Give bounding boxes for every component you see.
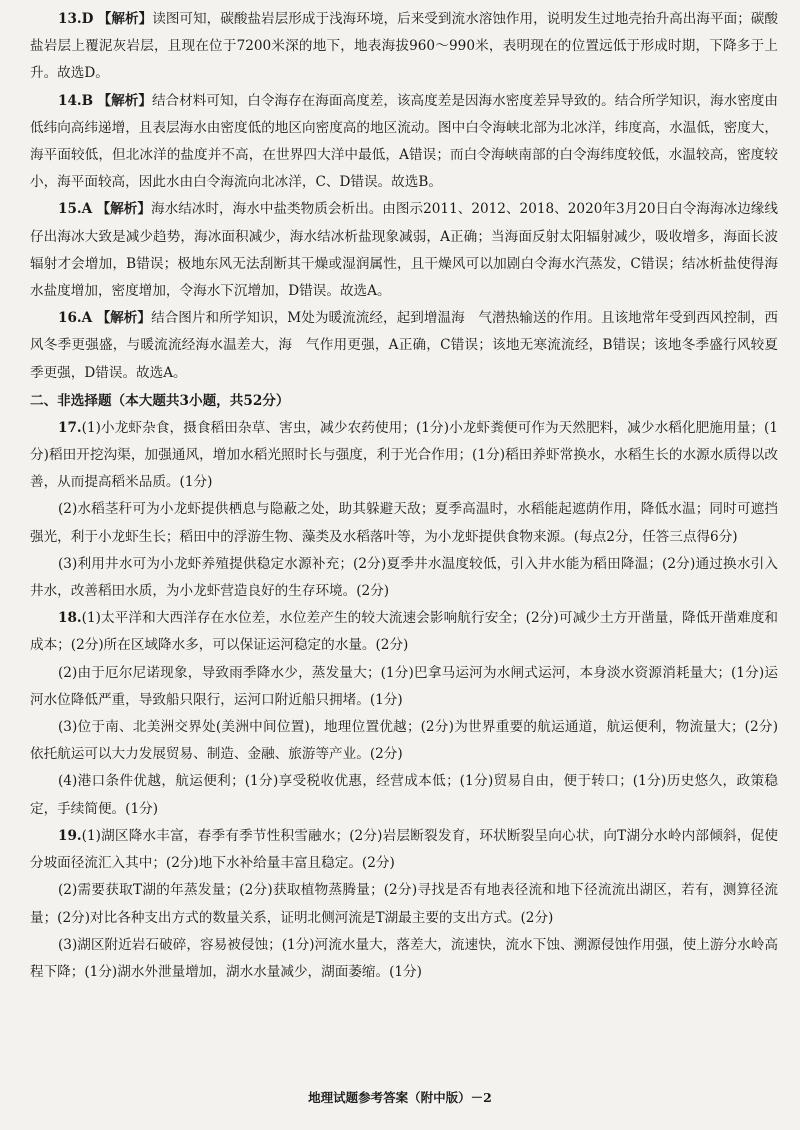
answer-part: (2)由于厄尔尼诺现象，导致雨季降水少，蒸发量大；(1分)巴拿马运河为水闸式运河，本身淡水资源消耗量大；(1分)运河水位降低严重，导致船只限行，运河口附近船只拥堵。(1分) <box>30 664 778 708</box>
answer-text: 海水结冰时，海水中盐类物质会析出。由图示2011、2012、2018、2020年3月20日白令海海冰边缘线仔出海冰大致是减少趋势，海冰面积减少，海水结冰析盐现象减弱，A正确；当海面反射太阳辐射减少，吸收增多，海面长波辐射才会增加，B错误；极地东风无法刮断其干燥或湿润属性，且干燥风可以加剧白令海水汽蒸发，C错误；结冰析盐使得海水盐度增加，密度增加，令海水下沉增加，D错误。故选A。 <box>30 201 779 300</box>
answer-15 <box>30 196 778 305</box>
page-footer: 地理试题参考答案（附中版）－2 <box>308 1090 492 1105</box>
question-number: 17. <box>58 419 82 436</box>
answer-number: 15.A <box>58 201 93 218</box>
answer-part: (3)湖区附近岩石破碎，容易被侵蚀；(1分)河流水量大，落差大，流速快，流水下蚀、溯源侵蚀作用强，使上游分水岭高程下降；(1分)湖水外泄量增加，湖水水量减少，湖面萎缩。(1分) <box>30 936 778 980</box>
answer-text: 结合材料可知，白令海存在海面高度差，该高度差是因海水密度差异导致的。结合所学知识，海水密度由低纬向高纬递增，且表层海水由密度低的地区向密度高的地区流动。图中白令海峡北部为北冰洋，纬度高，水温低，密度大，海平面较低，但北冰洋的盐度并不高，在世界四大洋中最低，A错误；而白令海峡南部的白令海纬度较低，水温较高，密度较小，海平面较高，因此水由白令海流向北冰洋，C、D错误。故选B。 <box>30 92 779 191</box>
answer-number: 13.D <box>58 11 94 27</box>
section-title: 二、非选择题（本大题共3小题，共52分） <box>30 392 290 409</box>
question-number: 18. <box>58 610 82 627</box>
question-17 <box>30 415 778 605</box>
analysis-tag: 【解析】 <box>97 11 153 27</box>
answer-part: (4)港口条件优越，航运便利；(1分)享受税收优惠，经营成本低；(1分)贸易自由，便于转口；(1分)历史悠久，政策稳定，手续简便。(1分) <box>30 773 778 817</box>
question-number: 19. <box>58 827 82 844</box>
analysis-tag: 【解析】 <box>96 201 151 218</box>
answer-part: (2)水稻茎秆可为小龙虾提供栖息与隐蔽之处，助其躲避天敌；夏季高温时，水稻能起遮荫作用，降低水温；同时可遮挡强光，利于小龙虾生长；稻田中的浮游生物、藻类及水稻落叶等，为小龙虾提供食物来源。(每点2分，任答三点得6分) <box>30 501 778 545</box>
page-content <box>30 6 778 986</box>
analysis-tag: 【解析】 <box>96 310 152 327</box>
analysis-tag: 【解析】 <box>97 92 152 109</box>
answer-14 <box>30 88 778 197</box>
answer-text: 读图可知，碳酸盐岩层形成于浅海环境，后来受到流水溶蚀作用，说明发生过地壳抬升高出海平面；碳酸盐岩层上覆泥灰岩层，且现在位于7200米深的地下，地表海拔960～990米，表明现在的位置远低于形成时期，下降多于上升。故选D。 <box>30 11 779 82</box>
answer-13 <box>30 6 778 88</box>
question-19 <box>30 823 778 986</box>
answer-number: 14.B <box>58 92 94 109</box>
answer-text: 结合图片和所学知识，M处为暖流流经，起到增温海 气潜热输送的作用。且该地常年受到西风控制，西风冬季更强盛，与暖流流经海水温差大，海 气作用更强，A正确，C错误；该地无寒流流经，B错误；该地冬季盛行风较夏季更强，D错误。故选A。 <box>30 310 779 381</box>
answer-16 <box>30 305 778 387</box>
answer-part: (1)太平洋和大西洋存在水位差，水位差产生的较大流速会影响航行安全；(2分)可减少土方开凿量，降低开凿难度和成本；(2分)所在区域降水多，可以保证运河稳定的水量。(2分) <box>30 610 778 654</box>
answer-part: (1)小龙虾杂食，摄食稻田杂草、害虫，减少农药使用；(1分)小龙虾粪便可作为天然肥料，减少水稻化肥施用量；(1分)稻田开挖沟渠，加强通风，增加水稻光照时长与强度，利于光合作用；(1分)稻田养虾常换水，水稻生长的水源水质得以改善，从而提高稻米品质。(1分) <box>30 419 778 491</box>
question-18 <box>30 605 778 823</box>
answer-number: 16.A <box>58 310 93 327</box>
answer-part: (1)湖区降水丰富，春季有季节性积雪融水；(2分)岩层断裂发育，环状断裂呈向心状，向T湖分水岭内部倾斜，促使分坡面径流汇入其中；(2分)地下水补给量丰富且稳定。(2分) <box>30 827 778 872</box>
answer-part: (3)位于南、北美洲交界处(美洲中间位置)，地理位置优越；(2分)为世界重要的航运通道，航运便利，物流量大；(2分)依托航运可以大力发展贸易、制造、金融、旅游等产业。(2分) <box>30 719 778 763</box>
answer-part: (3)利用井水可为小龙虾养殖提供稳定水源补充；(2分)夏季井水温度较低，引入井水能为稻田降温；(2分)通过换水引入井水，改善稻田水质，为小龙虾营造良好的生存环境。(2分) <box>30 555 778 600</box>
answer-part: (2)需要获取T湖的年蒸发量；(2分)获取植物蒸腾量；(2分)寻找是否有地表径流和地下径流流出湖区，若有，测算径流量；(2分)对比各种支出方式的数量关系，证明北侧河流是T湖最主要的支出方式。(2分) <box>30 882 778 926</box>
